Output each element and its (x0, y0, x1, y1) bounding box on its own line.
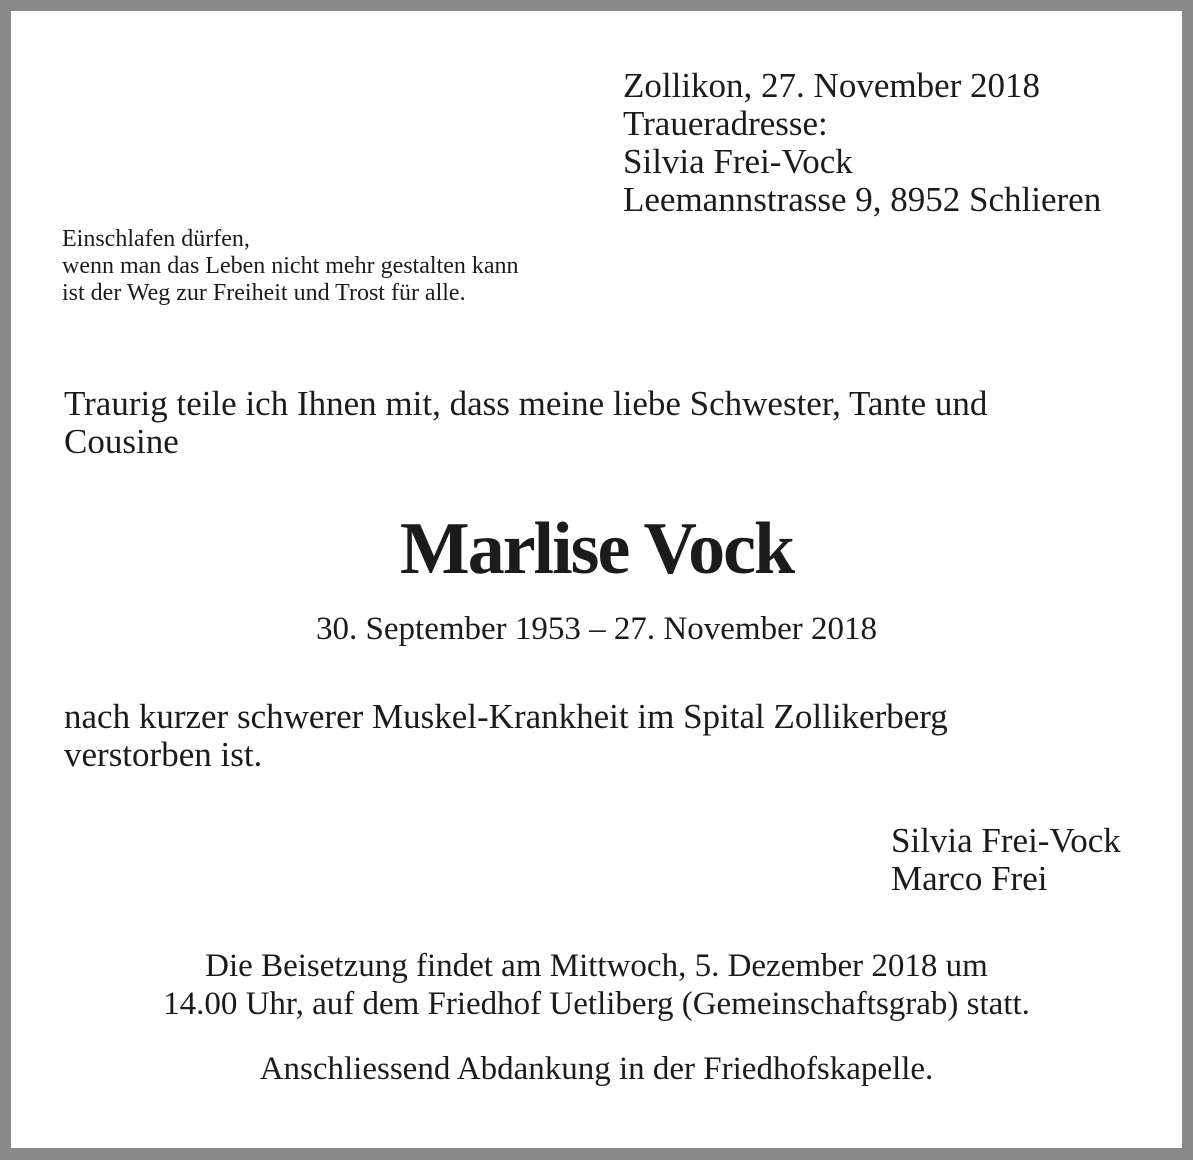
intro-line: Cousine (64, 422, 179, 461)
place-date: Zollikon, 27. November 2018 (623, 66, 1041, 105)
signer-name: Silvia Frei-Vock (891, 821, 1121, 860)
street-city: Leemannstrasse 9, 8952 Schlieren (623, 180, 1102, 219)
farewell-info: Anschliessend Abdankung in der Friedhofskapelle. (259, 1051, 934, 1087)
intro-text (64, 385, 987, 461)
cause-text (64, 698, 948, 774)
intro-line: Traurig teile ich Ihnen mit, dass meine liebe Schwester, Tante und (64, 384, 988, 423)
motto-line: ist der Weg zur Freiheit und Trost für alle. (62, 280, 466, 306)
signers (891, 822, 1121, 898)
life-dates: 30. September 1953 – 27. November 2018 (316, 611, 877, 647)
deceased-name: Marlise Vock (399, 508, 794, 590)
obituary-notice (11, 11, 1182, 1148)
motto-line: wenn man das Leben nicht mehr gestalten kann (62, 253, 519, 279)
burial-info (11, 947, 1182, 1023)
mourning-address-label: Traueradresse: (623, 104, 828, 143)
signer-name: Marco Frei (891, 859, 1048, 898)
burial-line: Die Beisetzung findet am Mittwoch, 5. Dezember 2018 um (205, 948, 988, 984)
motto-verse (62, 226, 519, 307)
motto-line: Einschlafen dürfen, (62, 226, 250, 252)
mourning-address-block (623, 67, 1101, 219)
contact-name: Silvia Frei-Vock (623, 142, 853, 181)
burial-line: 14.00 Uhr, auf dem Friedhof Uetliberg (Gemeinschaftsgrab) statt. (163, 986, 1030, 1022)
cause-line: nach kurzer schwerer Muskel-Krankheit im Spital Zollikerberg (64, 697, 948, 736)
cause-line: verstorben ist. (64, 735, 263, 774)
